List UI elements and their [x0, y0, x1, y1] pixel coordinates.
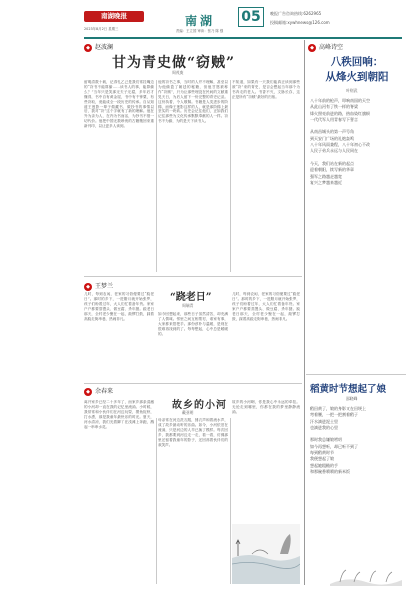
- section-name: 南湖: [185, 14, 216, 28]
- section-divider: [306, 374, 406, 375]
- article2-author: 周瑞青: [182, 303, 194, 308]
- divider: [230, 418, 231, 584]
- article1-body-col3: 不知道，如果有一天我们能真正读到那些被“窃”来的青史，是否会想起当年那个为书奔走的老人。书香不灭，文脉长存，这正是所有“窃贼”最好的归宿。: [232, 80, 300, 99]
- article2-column-label: [84, 281, 113, 291]
- river-illustration: [232, 524, 300, 584]
- poem1-text: 八十年前的枪声，叩响南国的天空 从此山河有了铁一样的脊梁 烽火照亮前进的路，热血染红旗帜 一代代军人用青春写下誓言 从南昌城头的第一声号角 到天安门广场的礼炮轰鸣 八十年风雨兼程，八十年初心不改 人民子弟兵永远与人民同在 今天，我们站在新的起点 迎着朝阳，续写新的华章 强军之路越走越宽 复兴之梦越来越近: [310, 98, 370, 185]
- column-badge-icon: ◆: [84, 44, 92, 52]
- article1-body-col2: 他的窃书之事，当时的人并不理解，甚至以为他偷盗了朝廷的秘籍，但他甘愿被称作“窃贼”，只为让那些埋没在民间的文献重见天日，为后人留下一份完整的青史记录。这份执着，令人敬佩。书籍是人类进步的阶梯，而像王莲影这样的人，就是那阶梯上最坚实的一块砖。历史会记住他们，正如我们记住那些为文化传承默默奉献的人一样。窃书不为偷，为的是天下读书人。: [158, 80, 228, 124]
- masthead: [0, 0, 410, 40]
- poem1-column-label: [308, 42, 343, 52]
- poem2-title: 稻黄时节想起了娘: [310, 384, 387, 395]
- masthead-rule: [84, 37, 402, 39]
- rice-field-illustration: [330, 566, 402, 586]
- column-badge-icon: ◆: [308, 44, 316, 52]
- article3-author: 戴亚明: [182, 410, 194, 415]
- article2-body-col1: 儿时，每到农闲，老家的习俗便要过“跷老日”。那时的乡下，一进腊月就开始张罗，孩子们盼着过年，大人们忙着备年货。家家户户都要蒸馒头、做豆腐、杀年猪。跷老日那天，全村老少聚在一起，敲锣打鼓，踩着高跷走街串巷，热闹非凡。: [84, 292, 154, 321]
- article3-title: 故乡的小河: [172, 400, 227, 411]
- section-divider: [84, 383, 302, 384]
- column-badge-icon: ◆: [84, 388, 92, 396]
- column-badge-icon: ◆: [84, 283, 92, 291]
- article3-body-col3: 故乡的小河啊，你是我心中永远的牵挂。无论走到哪里，你都在我的梦里静静流淌。: [232, 400, 300, 414]
- divider: [156, 80, 157, 272]
- divider: [304, 40, 305, 585]
- article2-column-name: 王梦兰: [95, 283, 114, 290]
- date-line: 2023年8月2日 星期三: [84, 27, 119, 31]
- article3-body-col1: 离开家乡已经二十多年了，而家乡那条清澈的小河却一直在我的记忆里流淌。小时候，我常常和小伙伴们在河边玩耍，摸鱼捉虾，打水漂，那是我童年最快乐的时光。夏天，河水清凉，我们光着脚丫在浅滩上奔跑，溅起一串串水花。: [84, 400, 154, 429]
- poem2-text: 稻田黄了，娘的身影又在田埂上 弯着腰，一把一把割着稻子 汗水滴进泥土里 也滴进我的心里 那时我总嫌娘唠叨 如今再想听，却已听不到了 每到稻黄时节 我便想起了娘 想起她粗糙的手 和那碗香喷喷的新米饭: [310, 406, 366, 474]
- page-number: 05: [238, 7, 264, 27]
- article2-title: “跷老日”: [170, 292, 212, 303]
- poem2-author: 邵晓峰: [346, 396, 358, 401]
- article3-column-name: 余春来: [95, 388, 114, 395]
- article2-body-col2: 如今回想起来，那些日子虽然清苦，却充满了人情味。邻里之间互相帮衬，谁家有事，大家都来搭把手。那份淳朴与温暖，是现在很难再找到的了。每每想起，心中总是暖暖的。: [158, 312, 228, 336]
- logo: 南湖晚报: [84, 11, 144, 22]
- article3-column-label: [84, 386, 113, 396]
- poem1-column-name: 高峰诗空: [319, 44, 344, 51]
- ad-hotline: 晚报广告咨询热线:6262965: [270, 11, 322, 16]
- article1-body-col1: 留明清数十载，记得孔乙己是我们常挂嘴边的“窃书不能算偷……读书人的事，能算偷么？”当年只是笑那迂夫子迂腐，多年后才懂得，书中自有黄金屋，书中有千钟粟，有些窃取，竟能成全一段历史的传承。自从知道王莲影一辈子做藏书、做抄书的事情以后，我对“窃”这个字就有了新的理解。他在外为亲为人，在内为书而活，为抄书不惜一切代价。他把中国无数珍贵的古籍搬回来重新刊印，以让更多人读到。: [84, 80, 154, 129]
- divider: [230, 80, 231, 272]
- article1-column-name: 赵波澜: [95, 44, 114, 51]
- article1-column-label: [84, 42, 113, 52]
- article2-body-col3: 儿时，每到农闲，老家的习俗便要过“跷老日”。那时的乡下，一进腊月就开始张罗，孩子们盼着过年，大人们忙着备年货。家家户户都要蒸馒头、做豆腐、杀年猪。跷老日那天，全村老少聚在一起，敲锣打鼓，踩着高跷走街串巷，热闹非凡。: [232, 292, 300, 321]
- article3-body-col2: 母亲常在河边洗衣服，捶衣声和着流水声，成了故乡最动听的乐曲。如今，小河依旧在流淌，只是河边的人早已换了模样。每次回乡，我都要到河边走一走，看一看，仿佛那里还留着我童年的影子，还回荡着伙伴们的欢笑声。: [158, 418, 228, 447]
- editors-line: 责编：王立国 审读：张乃 陈 强: [176, 29, 224, 33]
- submission-email: 投稿邮箱:xywhnews@126.com: [270, 20, 330, 25]
- poem1-title: 八秩回响： 从烽火到朝阳: [325, 56, 389, 83]
- article1-author: 周茂庚: [172, 70, 184, 75]
- divider: [156, 418, 157, 584]
- poem1-author: 叶则武: [346, 88, 358, 93]
- section-divider: [84, 276, 302, 277]
- article1-title: 甘为青史做“窃贼”: [112, 55, 236, 71]
